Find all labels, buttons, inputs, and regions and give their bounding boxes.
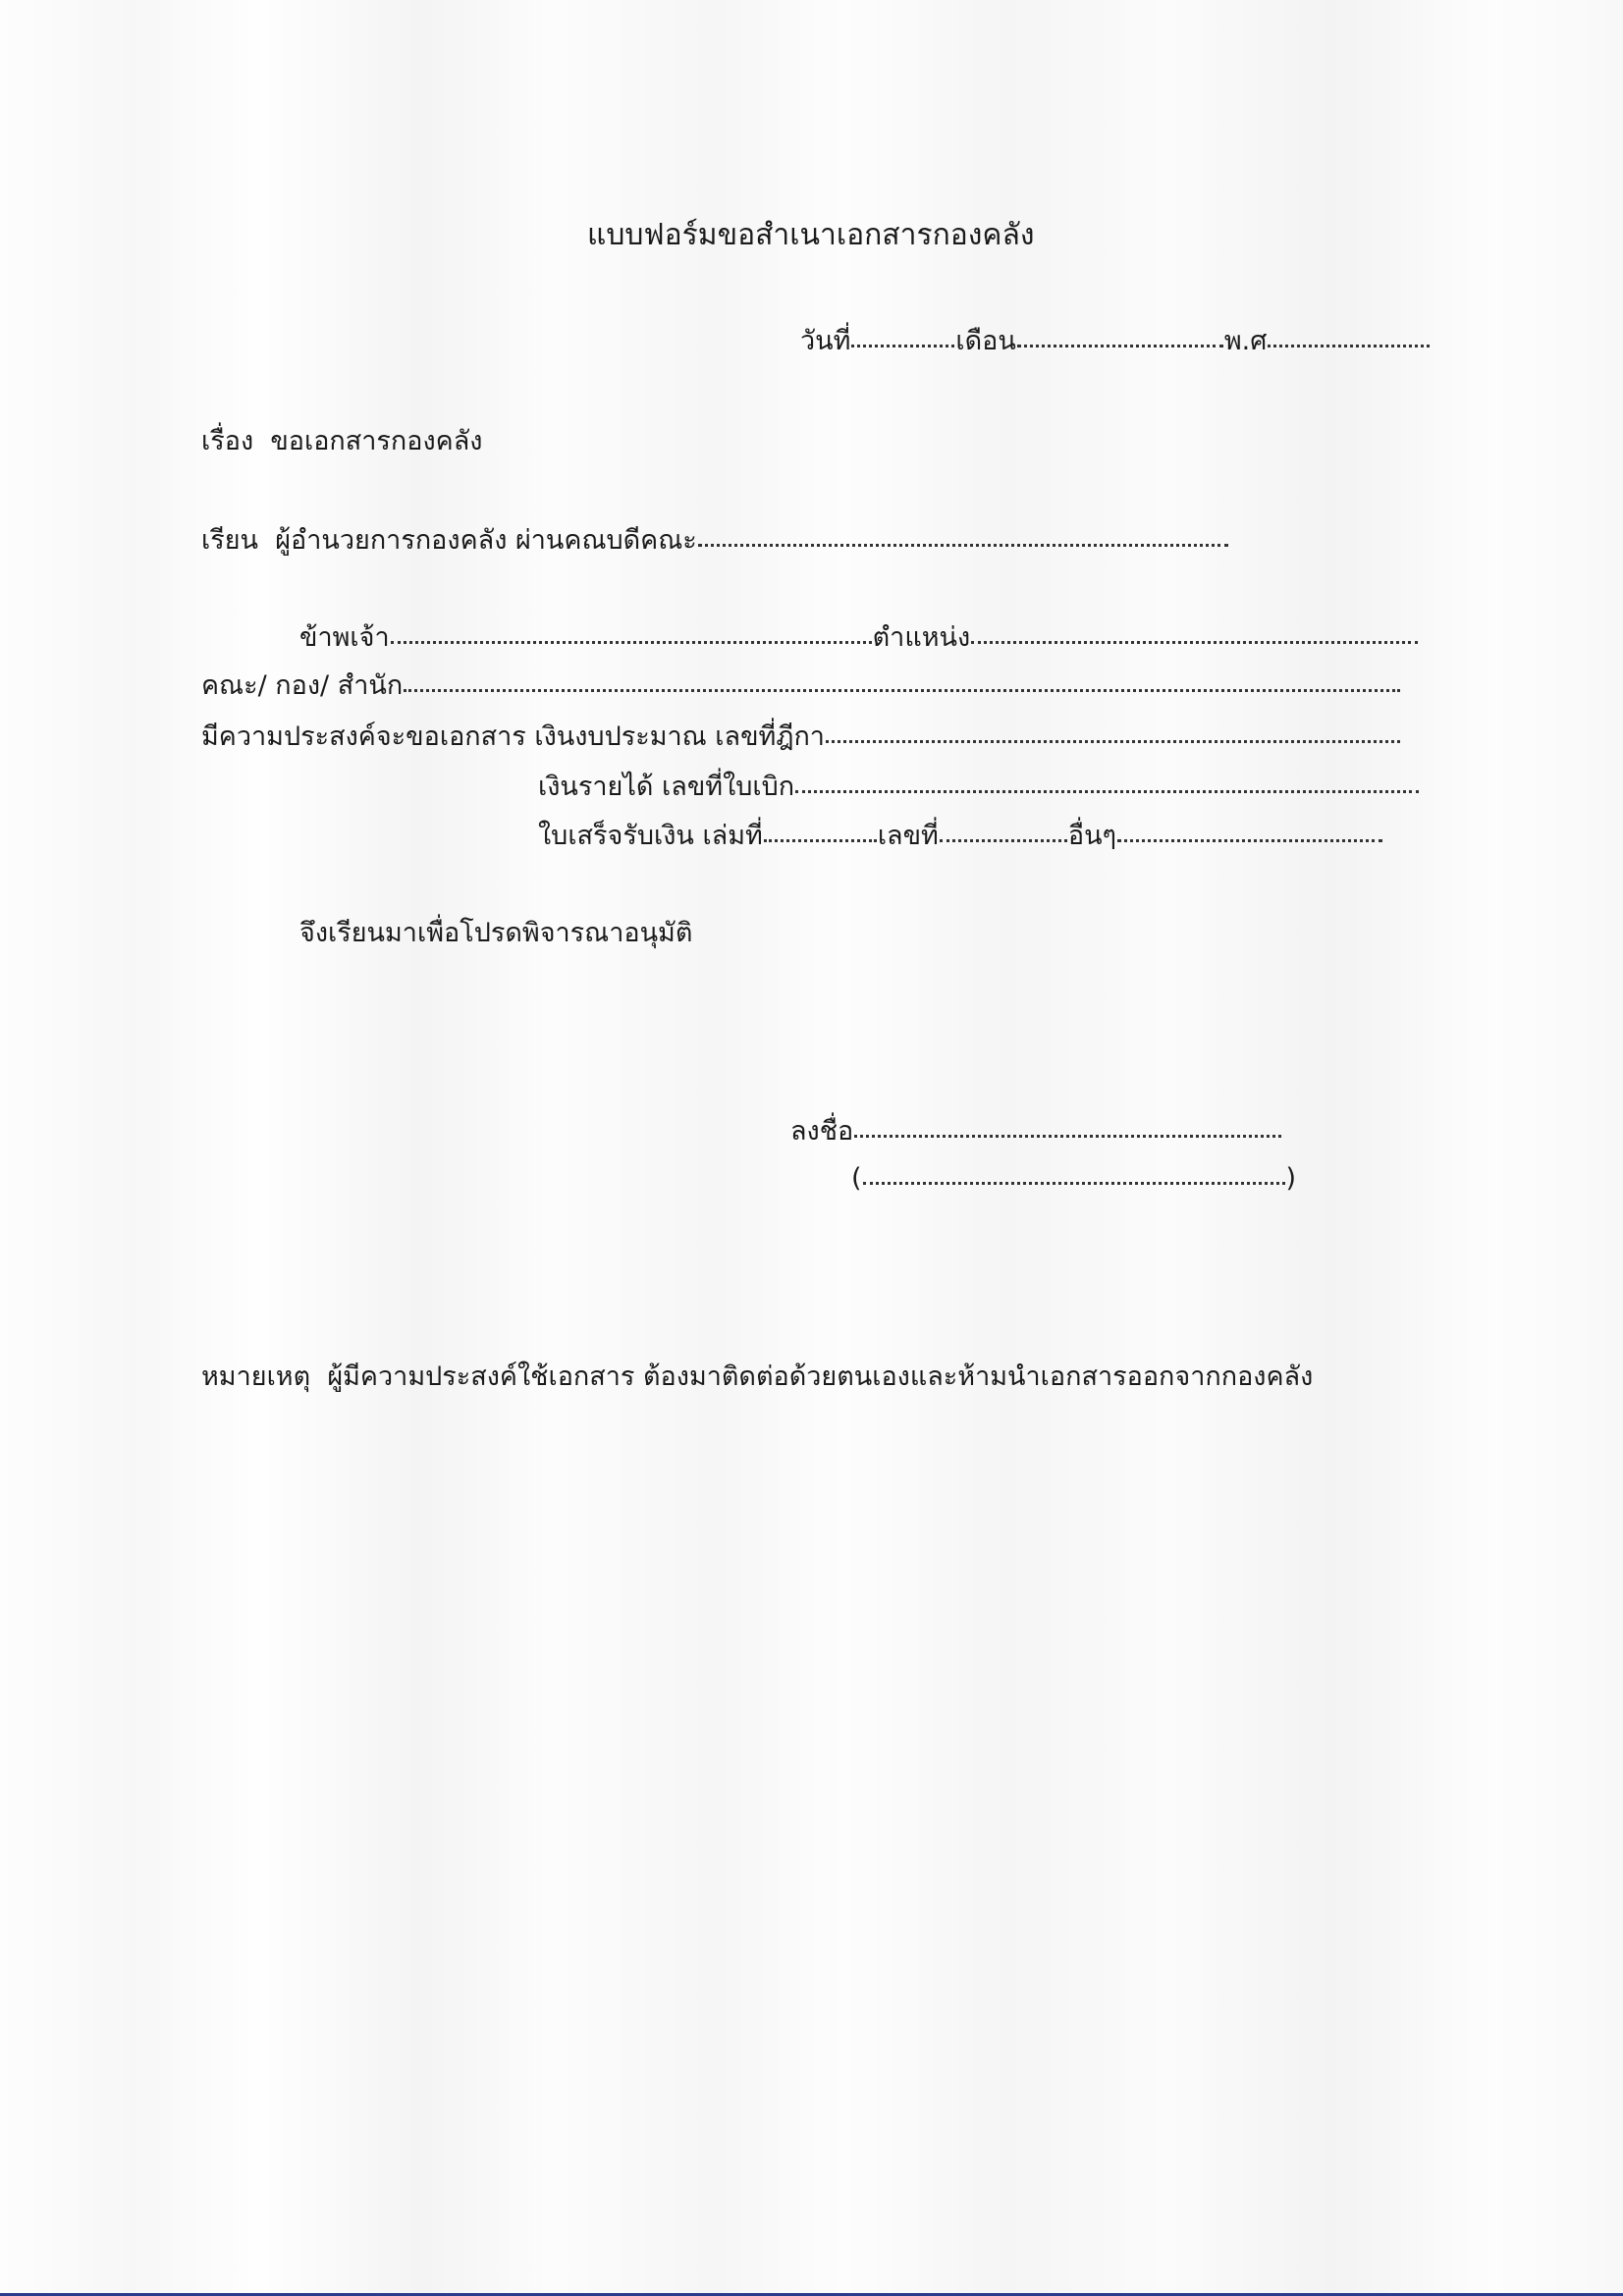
budget-number-field[interactable]	[826, 739, 1400, 743]
recipient-label: เรียน	[201, 525, 259, 556]
other-field[interactable]	[1117, 838, 1382, 842]
subject-text: ขอเอกสารกองคลัง	[270, 426, 483, 456]
note-text: ผู้มีความประสงค์ใช้เอกสาร ต้องมาติดต่อด้วยตนเองและห้ามนำเอกสารออกจากกองคลัง	[327, 1362, 1314, 1392]
note-line	[201, 1360, 1313, 1395]
revenue-line	[538, 770, 1420, 805]
subject-label: เรื่อง	[201, 426, 254, 456]
month-label: เดือน	[955, 326, 1016, 356]
receipt-line	[538, 819, 1383, 854]
position-label: ตำแหน่ง	[872, 622, 971, 653]
form-title: แบบฟอร์มขอสำเนาเอกสารกองคลัง	[587, 218, 1035, 252]
department-field[interactable]	[404, 688, 1400, 692]
day-label: วันที่	[800, 326, 851, 356]
faculty-field[interactable]	[698, 543, 1228, 547]
request-line	[201, 720, 1401, 755]
recipient-line	[201, 523, 1229, 559]
date-line	[800, 324, 1431, 359]
receipt-number-label: เลขที่	[877, 821, 939, 851]
day-field[interactable]	[851, 344, 954, 347]
applicant-line	[299, 620, 1419, 656]
applicant-name-field[interactable]	[391, 640, 872, 644]
printed-name-line	[851, 1161, 1296, 1197]
year-label: พ.ศ	[1223, 326, 1268, 356]
revenue-label: เงินรายได้ เลขที่ใบเบิก	[538, 772, 795, 802]
applicant-label: ข้าพเจ้า	[299, 622, 390, 653]
open-paren: (	[851, 1163, 862, 1194]
receipt-number-field[interactable]	[940, 838, 1067, 842]
printed-name-field[interactable]	[863, 1181, 1285, 1185]
close-paren: )	[1285, 1163, 1297, 1194]
receipt-book-field[interactable]	[764, 838, 877, 842]
request-label: มีความประสงค์จะขอเอกสาร	[201, 721, 526, 752]
recipient-text: ผู้อำนวยการกองคลัง ผ่านคณบดีคณะ	[275, 525, 697, 556]
signature-line	[790, 1114, 1282, 1149]
revenue-number-field[interactable]	[795, 789, 1419, 793]
signature-label: ลงชื่อ	[790, 1116, 854, 1147]
receipt-book-label: ใบเสร็จรับเงิน เล่มที่	[538, 821, 763, 851]
other-label: อื่นๆ	[1067, 821, 1117, 851]
year-field[interactable]	[1268, 344, 1430, 347]
department-label: คณะ/ กอง/ สำนัก	[201, 670, 404, 701]
closing-text: จึงเรียนมาเพื่อโปรดพิจารณาอนุมัติ	[299, 918, 693, 948]
note-label: หมายเหตุ	[201, 1362, 311, 1392]
position-field[interactable]	[971, 640, 1418, 644]
subject-line	[201, 424, 482, 459]
department-line	[201, 668, 1401, 704]
budget-label: เงินงบประมาณ เลขที่ฎีกา	[534, 721, 825, 752]
month-field[interactable]	[1017, 344, 1223, 347]
signature-field[interactable]	[854, 1134, 1281, 1138]
